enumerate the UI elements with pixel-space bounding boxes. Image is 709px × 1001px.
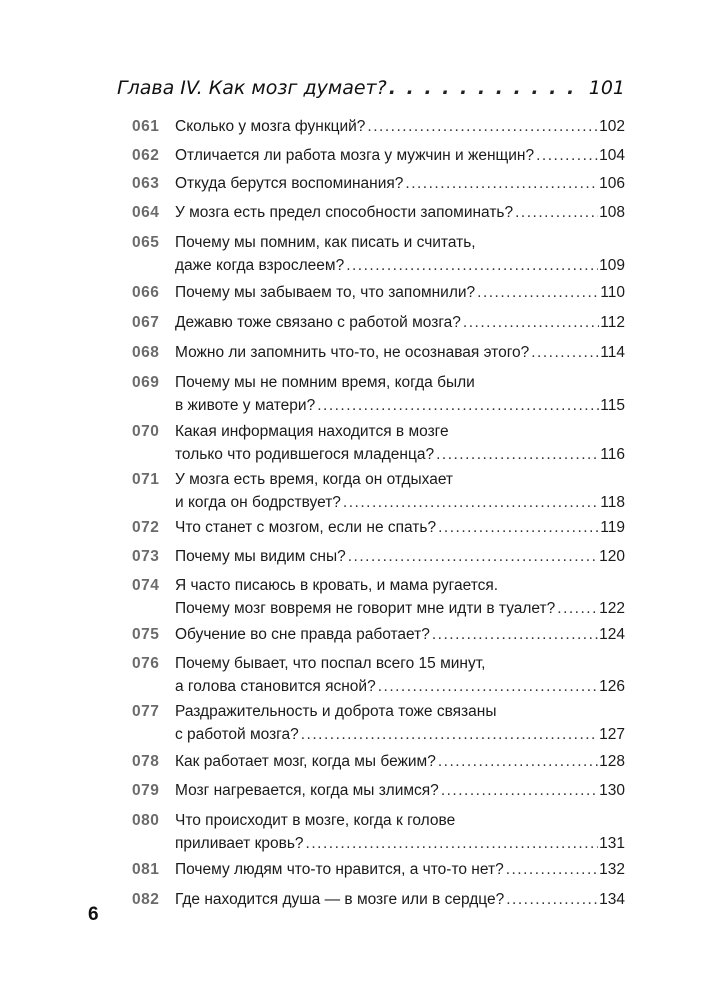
entry-number: 062 <box>132 147 160 164</box>
entry-page-number: 110 <box>600 284 625 301</box>
entry-body <box>175 281 625 304</box>
entry-page-number: 112 <box>600 314 625 331</box>
entry-last-line <box>175 623 625 646</box>
entry-body <box>175 700 625 746</box>
entry-last-line <box>175 144 625 167</box>
entry-page-number: 108 <box>599 204 625 221</box>
leader-dots <box>557 597 598 620</box>
entry-title-line: Почему бывает, что поспал всего 15 минут, <box>175 655 486 672</box>
entry-title-line: Что происходит в мозге, когда к голове <box>175 812 456 829</box>
entry-page-number: 118 <box>600 494 625 511</box>
entry-number: 070 <box>132 423 160 440</box>
entry-title-line: У мозга есть предел способности запоминать? <box>175 204 514 221</box>
entry-body <box>175 231 625 277</box>
entry-last-line <box>175 201 625 224</box>
entry-number: 065 <box>132 234 160 251</box>
entry-body <box>175 858 625 881</box>
entry-title-line: Какая информация находится в мозге <box>175 423 449 440</box>
leader-dots <box>506 858 598 881</box>
entry-title-line: а голова становится ясной? <box>175 678 376 695</box>
leader-dots <box>378 675 598 698</box>
entry-page-number: 122 <box>599 600 625 617</box>
entry-number: 061 <box>132 118 160 135</box>
entry-last-line <box>175 750 625 773</box>
entry-number: 071 <box>132 471 160 488</box>
entry-title-line: приливает кровь? <box>175 835 304 852</box>
entry-title-line: Как работает мозг, когда мы бежим? <box>175 753 436 770</box>
entry-number: 064 <box>132 204 160 221</box>
entry-page-number: 104 <box>599 147 625 164</box>
entry-number: 074 <box>132 577 160 594</box>
entry-last-line <box>175 491 625 514</box>
leader-dots <box>531 341 599 364</box>
entry-number: 063 <box>132 175 160 192</box>
entry-body <box>175 144 625 167</box>
leader-dots <box>438 516 599 539</box>
entry-body <box>175 468 625 514</box>
entry-last-line <box>175 443 625 466</box>
entry-title-line: Почему мы не помним время, когда были <box>175 374 475 391</box>
entry-last-line <box>175 858 625 881</box>
entry-body <box>175 371 625 417</box>
entry-body <box>175 516 625 539</box>
leader-dots <box>515 201 598 224</box>
entry-page-number: 109 <box>599 257 625 274</box>
entry-page-number: 120 <box>599 548 625 565</box>
chapter-page-number: 101 <box>588 77 625 99</box>
leader-dots <box>463 311 599 334</box>
entry-page-number: 134 <box>599 891 625 908</box>
entry-number: 078 <box>132 753 160 770</box>
entry-title-line: Я часто писаюсь в кровать, и мама ругается. <box>175 577 499 594</box>
leader-dots <box>405 172 598 195</box>
leader-dots <box>343 491 599 514</box>
leader-dots <box>441 779 598 802</box>
entry-body <box>175 623 625 646</box>
entry-page-number: 131 <box>599 835 625 852</box>
entry-title-line: Можно ли запомнить что-то, не осознавая этого? <box>175 344 530 361</box>
entry-body <box>175 311 625 334</box>
entry-number: 079 <box>132 782 160 799</box>
entry-page-number: 130 <box>599 782 625 799</box>
entry-body <box>175 420 625 466</box>
leader-dots <box>477 281 599 304</box>
leader-dots <box>301 723 598 746</box>
entry-number: 067 <box>132 314 160 331</box>
entry-page-number: 114 <box>600 344 625 361</box>
entry-page-number: 106 <box>599 175 625 192</box>
leader-dots <box>306 832 599 855</box>
leader-dots <box>432 623 598 646</box>
entry-body <box>175 750 625 773</box>
entry-number: 073 <box>132 548 160 565</box>
entry-last-line <box>175 172 625 195</box>
entry-number: 072 <box>132 519 160 536</box>
entry-title-line: Мозг нагревается, когда мы злимся? <box>175 782 439 799</box>
entry-title-line: Откуда берутся воспоминания? <box>175 175 404 192</box>
entry-last-line <box>175 675 625 698</box>
entry-body <box>175 172 625 195</box>
entry-last-line <box>175 115 625 138</box>
entry-last-line <box>175 516 625 539</box>
entry-body <box>175 809 625 855</box>
entry-body <box>175 115 625 138</box>
entry-body <box>175 652 625 698</box>
entry-last-line <box>175 888 625 911</box>
entry-number: 068 <box>132 344 160 361</box>
entry-number: 076 <box>132 655 160 672</box>
entry-number: 077 <box>132 703 160 720</box>
entry-page-number: 124 <box>599 626 625 643</box>
entry-body <box>175 545 625 568</box>
entry-body <box>175 341 625 364</box>
entry-last-line <box>175 832 625 855</box>
entry-body <box>175 201 625 224</box>
entry-title-line: только что родившегося младенца? <box>175 446 435 463</box>
entry-page-number: 126 <box>599 678 625 695</box>
entry-number: 082 <box>132 891 160 908</box>
entry-last-line <box>175 341 625 364</box>
entry-last-line <box>175 254 625 277</box>
entry-title-line: в животе у матери? <box>175 397 316 414</box>
entry-title-line: Почему людям что-то нравится, а что-то нет? <box>175 861 504 878</box>
entry-page-number: 132 <box>599 861 625 878</box>
entry-title-line: Почему мы видим сны? <box>175 548 346 565</box>
entry-title-line: Где находится душа — в мозге или в сердце? <box>175 891 505 908</box>
entry-page-number: 102 <box>599 118 625 135</box>
leader-dots <box>346 254 598 277</box>
entry-title-line: даже когда взрослеем? <box>175 257 345 274</box>
entry-number: 066 <box>132 284 160 301</box>
chapter-title: Глава IV. Как мозг думает? <box>117 77 387 99</box>
entry-number: 080 <box>132 812 160 829</box>
entry-title-line: Что станет с мозгом, если не спать? <box>175 519 437 536</box>
entry-page-number: 127 <box>599 726 625 743</box>
entry-body <box>175 574 625 620</box>
leader-dots <box>317 394 599 417</box>
entry-title-line: Почему мозг вовремя не говорит мне идти в туалет? <box>175 600 556 617</box>
entry-last-line <box>175 779 625 802</box>
entry-title-line: и когда он бодрствует? <box>175 494 341 511</box>
page-folio: 6 <box>88 904 99 925</box>
entry-body <box>175 888 625 911</box>
entry-last-line <box>175 281 625 304</box>
entry-title-line: Раздражительность и доброта тоже связаны <box>175 703 497 720</box>
leader-dots <box>536 144 598 167</box>
entry-number: 075 <box>132 626 160 643</box>
entry-number: 081 <box>132 861 160 878</box>
entry-last-line <box>175 723 625 746</box>
entry-title-line: Сколько у мозга функций? <box>175 118 366 135</box>
entry-title-line: У мозга есть время, когда он отдыхает <box>175 471 454 488</box>
entry-title-line: Почему мы помним, как писать и считать, <box>175 234 476 251</box>
entry-title-line: Почему мы забываем то, что запомнили? <box>175 284 476 301</box>
entry-title-line: Обучение во сне правда работает? <box>175 626 430 643</box>
entry-page-number: 115 <box>600 397 625 414</box>
leader-dots <box>348 545 598 568</box>
leader-dots <box>506 888 598 911</box>
entry-title-line: Дежавю тоже связано с работой мозга? <box>175 314 461 331</box>
entry-last-line <box>175 545 625 568</box>
entry-last-line <box>175 597 625 620</box>
entry-page-number: 128 <box>599 753 625 770</box>
entry-page-number: 116 <box>600 446 625 463</box>
entry-last-line <box>175 394 625 417</box>
leader-dots <box>436 443 599 466</box>
leader-dots <box>367 115 598 138</box>
entry-title-line: Отличается ли работа мозга у мужчин и женщин? <box>175 147 535 164</box>
entry-last-line <box>175 311 625 334</box>
leader-dots <box>438 750 598 773</box>
entry-number: 069 <box>132 374 160 391</box>
entry-page-number: 119 <box>600 519 625 536</box>
entry-title-line: с работой мозга? <box>175 726 299 743</box>
entry-body <box>175 779 625 802</box>
